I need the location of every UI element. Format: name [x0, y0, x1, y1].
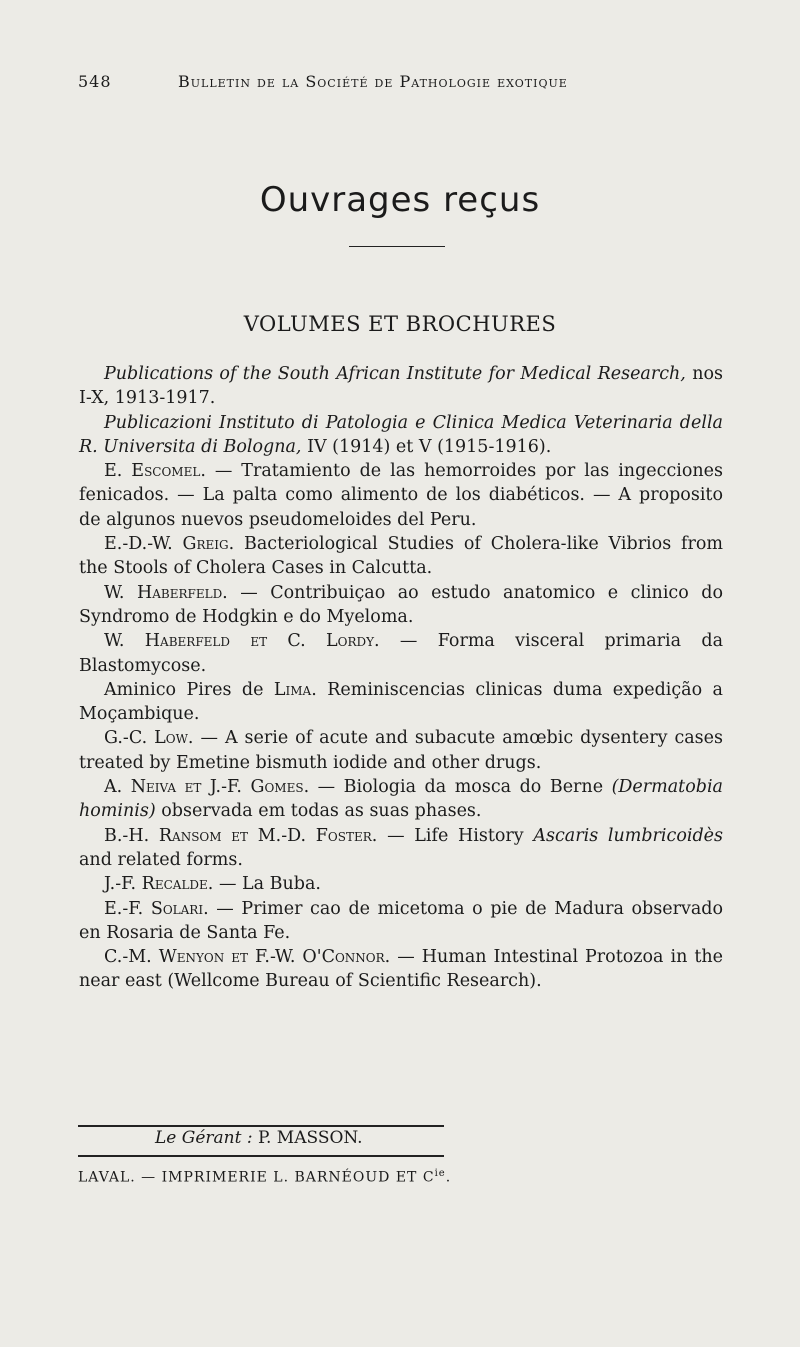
bibliography-entry [79, 726, 723, 775]
gerant-label: Le Gérant : [155, 1128, 253, 1148]
printer-line [78, 1168, 451, 1186]
italic-title: Ascaris lumbricoidès [533, 825, 723, 846]
bibliography-entry [79, 532, 723, 581]
author-name: W. Haberfeld. [104, 582, 228, 603]
entry-text: — La Buba. [213, 874, 321, 895]
footer-divider-top [78, 1125, 444, 1127]
bibliography-entry [79, 459, 723, 532]
entry-text: — Biologia da mosca do Berne [309, 777, 612, 798]
bibliography-entry [79, 411, 723, 460]
entry-text: — Human Intestinal Protozoa in the near east (Wellcome Bureau of Scientific Research). [79, 947, 723, 992]
bibliography-entry [79, 897, 723, 946]
entry-text: — Contribuiçao ao estudo anatomico e clinico do Syndromo de Hodgkin e do Myeloma. [79, 582, 723, 627]
author-name: J.-F. Recalde. [104, 874, 214, 895]
entry-text: and related forms. [79, 849, 243, 870]
entry-text: — Primer cao de micetoma o pie de Madura observado en Rosaria de Santa Fe. [79, 898, 724, 943]
entry-text: observada em todas as suas phases. [155, 801, 482, 822]
entry-list [79, 362, 723, 994]
author-name: G.-C. Low. [104, 728, 194, 749]
author-name: W. Haberfeld et C. Lordy. [104, 631, 380, 652]
page-number: 548 [78, 72, 112, 91]
entry-text: — Tratamiento de las hemorroides por las ingecciones fenicados. — La palta como alimento de los diabéticos. — A proposito de algunos nuevos pseudomeloides del Peru. [79, 461, 723, 530]
bibliography-entry [79, 824, 723, 873]
bibliography-entry [79, 872, 723, 896]
author-name: E.-F. Solari. [104, 898, 209, 919]
bibliography-entry [79, 945, 723, 994]
author-name: E. Escomel. [104, 461, 206, 482]
author-name: Lima. [273, 679, 317, 700]
author-name: C.-M. Wenyon et F.-W. O'Connor. [104, 947, 391, 968]
bibliography-entry [79, 678, 723, 727]
section-title: Ouvrages reçus [259, 180, 541, 220]
title-divider [349, 246, 445, 247]
entry-text: IV (1914) et V (1915-1916). [301, 436, 552, 457]
italic-title: (Dermatobia hominis) [79, 777, 723, 822]
subsection-title: VOLUMES ET BROCHURES [243, 312, 557, 336]
entry-text: Bacteriological Studies of Cholera-like Vibrios from the Stools of Cholera Cases in Calcutta. [79, 534, 723, 579]
journal-title: Bulletin de la Société de Pathologie exotique [178, 72, 568, 91]
entry-text: nos I-X, 1913-1917. [79, 364, 723, 409]
bibliography-entry [79, 775, 723, 824]
author-name: E.-D.-W. Greig. [104, 534, 235, 555]
gerant-line [155, 1128, 363, 1148]
entry-text: — A serie of acute and subacute amœbic dysentery cases treated by Emetine bismuth iodide and other drugs. [79, 728, 723, 773]
footer-divider-bottom [78, 1155, 444, 1157]
printer-end: . [445, 1169, 452, 1186]
entry-text: Reminiscencias clinicas duma expedição a Moçambique. [79, 679, 723, 725]
author-name: A. Neiva et J.-F. Gomes. [104, 777, 310, 798]
author-name: B.-H. Ransom et M.-D. Foster. [104, 825, 378, 846]
italic-title: Publicazioni Instituto di Patologia e Clinica Medica Veterinaria della R. Universita di Bologna, [79, 412, 723, 457]
bibliography-entry [79, 581, 723, 630]
entry-text: — Life History [377, 825, 534, 846]
printer-sup: ie [434, 1168, 446, 1179]
bibliography-entry [79, 362, 723, 411]
gerant-name: P. MASSON. [257, 1128, 363, 1148]
entry-text: Aminico Pires de [104, 679, 274, 700]
entry-text: — Forma visceral primaria da Blastomycose. [79, 631, 724, 676]
printer-text: LAVAL. — IMPRIMERIE L. BARNÉOUD ET C [78, 1169, 435, 1186]
italic-title: Publications of the South African Institute for Medical Research, [104, 364, 686, 384]
bibliography-entry [79, 629, 723, 678]
